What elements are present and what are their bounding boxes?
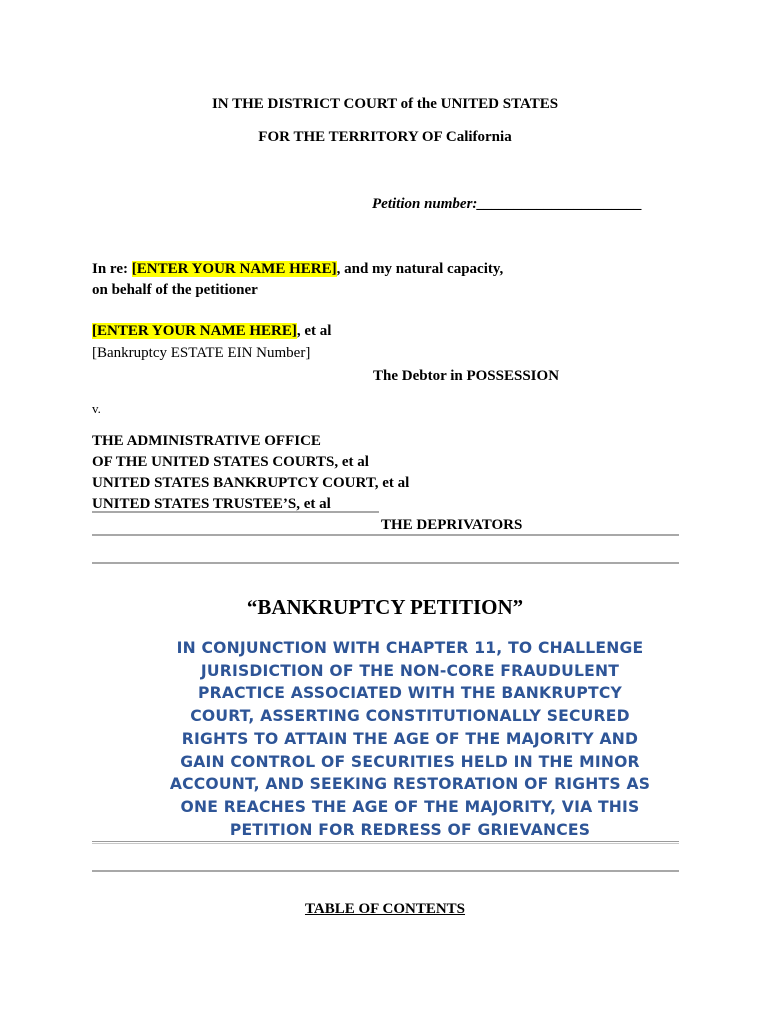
in-re-suffix: , and my natural capacity, [336, 261, 504, 277]
versus: v. [92, 401, 101, 416]
subtitle-line: ONE REACHES THE AGE OF THE MAJORITY, VIA THIS [180, 797, 640, 816]
debtor-role: The Debtor in POSSESSION [373, 368, 560, 384]
in-re-line [92, 259, 503, 279]
horizontal-rule [92, 534, 679, 536]
respondent-role: THE DEPRIVATORS [381, 517, 523, 533]
subtitle-line: GAIN CONTROL OF SECURITIES HELD IN THE MINOR [180, 752, 640, 771]
horizontal-rule [92, 562, 679, 564]
in-re-name-placeholder: [ENTER YOUR NAME HERE] [131, 261, 337, 277]
subtitle-line: RIGHTS TO ATTAIN THE AGE OF THE MAJORITY AND [181, 729, 639, 748]
document-title: “BANKRUPTCY PETITION” [246, 595, 524, 619]
subtitle-line: ACCOUNT, AND SEEKING RESTORATION OF RIGHTS AS [169, 775, 651, 794]
subtitle-line: JURISDICTION OF THE NON-CORE FRAUDULENT [200, 661, 620, 680]
table-of-contents-heading: TABLE OF CONTENTS [304, 901, 466, 917]
respondent-line: THE ADMINISTRATIVE OFFICE [92, 433, 321, 449]
signature-rule [92, 511, 379, 513]
respondent-line: UNITED STATES BANKRUPTCY COURT, et al [92, 475, 410, 491]
court-line: IN THE DISTRICT COURT of the UNITED STATES [211, 96, 559, 112]
subtitle-line: COURT, ASSERTING CONSTITUTIONALLY SECURED [190, 707, 630, 726]
horizontal-rule [92, 841, 679, 844]
debtor-name-placeholder: [ENTER YOUR NAME HERE] [92, 323, 297, 339]
subtitle-line: PETITION FOR REDRESS OF GRIEVANCES [229, 820, 591, 839]
ein-line: [Bankruptcy ESTATE EIN Number] [92, 345, 311, 361]
in-re-prefix: In re: [92, 261, 132, 277]
subtitle-line: IN CONJUNCTION WITH CHAPTER 11, TO CHALLENGE [176, 639, 644, 657]
subtitle-line: PRACTICE ASSOCIATED WITH THE BANKRUPTCY [197, 684, 622, 703]
debtor-line [92, 321, 331, 341]
behalf-line: on behalf of the petitioner [92, 282, 258, 298]
petition-number: Petition number:______________________ [372, 196, 643, 212]
debtor-suffix: , et al [296, 323, 332, 339]
document-subtitle [130, 637, 690, 841]
territory-line: FOR THE TERRITORY OF California [258, 129, 512, 145]
respondent-line: UNITED STATES TRUSTEE’S, et al [92, 496, 331, 512]
horizontal-rule [92, 870, 679, 872]
respondent-line: OF THE UNITED STATES COURTS, et al [92, 454, 369, 470]
